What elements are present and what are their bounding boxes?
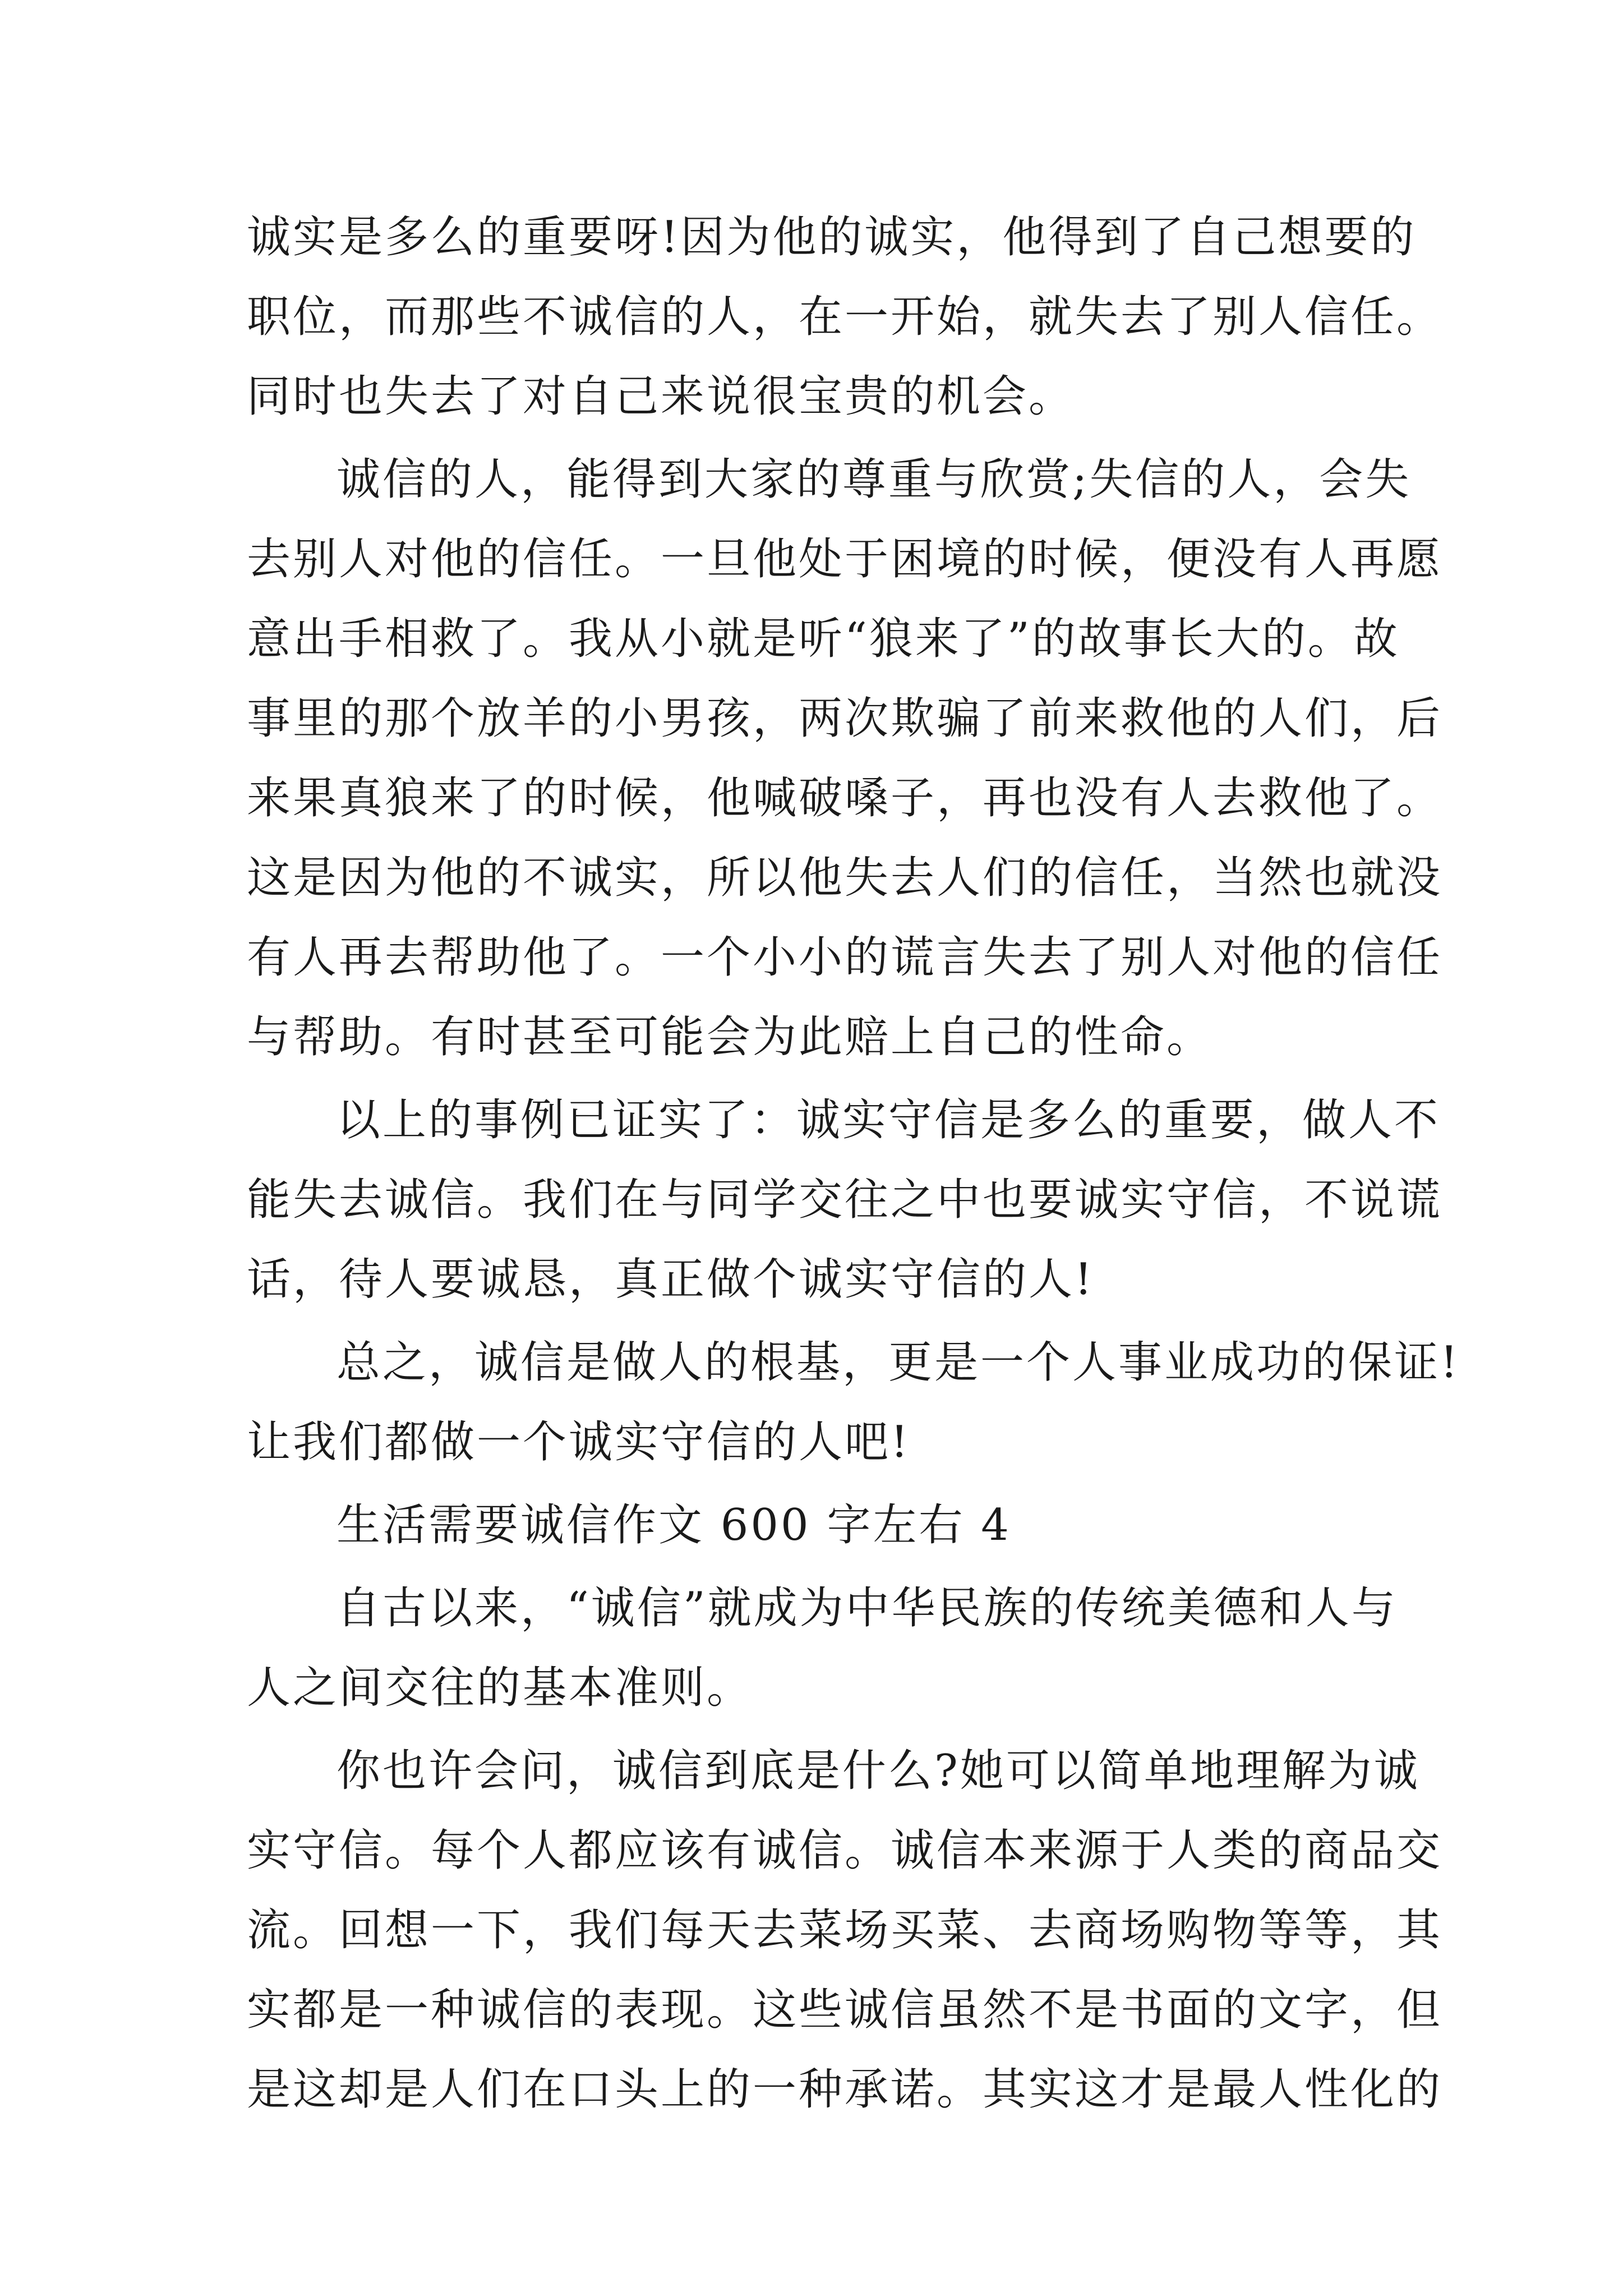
document-body — [247, 197, 1460, 2129]
text-line: 流。回想一下，我们每天去菜场买菜、去商场购物等等，其 — [247, 1905, 1443, 1955]
text-line: 来果真狼来了的时候，他喊破嗓子，再也没有人去救他了。 — [247, 773, 1443, 823]
text-line: 实都是一种诚信的表现。这些诚信虽然不是书面的文字，但 — [247, 1985, 1443, 2035]
text-line: 人之间交往的基本准则。 — [247, 1663, 753, 1713]
paragraph-start-line: 你也许会问，诚信到底是什么?她可以简单地理解为诚 — [336, 1746, 1420, 1796]
text-line: 意出手相救了。我从小就是听“狼来了”的故事长大的。故 — [247, 614, 1400, 664]
text-line: 职位，而那些不诚信的人，在一开始，就失去了别人信任。 — [247, 292, 1443, 342]
paragraph-start-line: 以上的事例已证实了：诚实守信是多么的重要，做人不 — [336, 1095, 1441, 1145]
text-line: 去别人对他的信任。一旦他处于困境的时候，便没有人再愿 — [247, 534, 1443, 585]
paragraph-start-line: 诚信的人，能得到大家的尊重与欣赏;失信的人，会失 — [336, 454, 1412, 505]
text-line: 实守信。每个人都应该有诚信。诚信本来源于人类的商品交 — [247, 1825, 1443, 1876]
text-line: 让我们都做一个诚实守信的人吧! — [247, 1417, 911, 1467]
paragraph-start-line: 自古以来，“诚信”就成为中华民族的传统美德和人与 — [336, 1583, 1398, 1634]
text-line: 这是因为他的不诚实，所以他失去人们的信任，当然也就没 — [247, 853, 1443, 903]
text-line: 同时也失去了对自己来说很宝贵的机会。 — [247, 371, 1075, 422]
section-heading: 生活需要诚信作文 600 字左右 4 — [336, 1500, 1011, 1550]
text-line: 与帮助。有时甚至可能会为此赔上自己的性命。 — [247, 1012, 1213, 1062]
text-line: 能失去诚信。我们在与同学交往之中也要诚实守信，不说谎 — [247, 1175, 1443, 1225]
text-line: 有人再去帮助他了。一个小小的谎言失去了别人对他的信任 — [247, 932, 1443, 983]
text-line: 事里的那个放羊的小男孩，两次欺骗了前来救他的人们，后 — [247, 693, 1443, 744]
text-line: 话，待人要诚恳，真正做个诚实守信的人! — [247, 1254, 1095, 1305]
text-line: 诚实是多么的重要呀!因为他的诚实，他得到了自己想要的 — [247, 212, 1417, 263]
paragraph-start-line: 总之，诚信是做人的根基，更是一个人事业成功的保证! — [336, 1337, 1460, 1388]
text-line: 是这却是人们在口头上的一种承诺。其实这才是最人性化的 — [247, 2064, 1443, 2115]
